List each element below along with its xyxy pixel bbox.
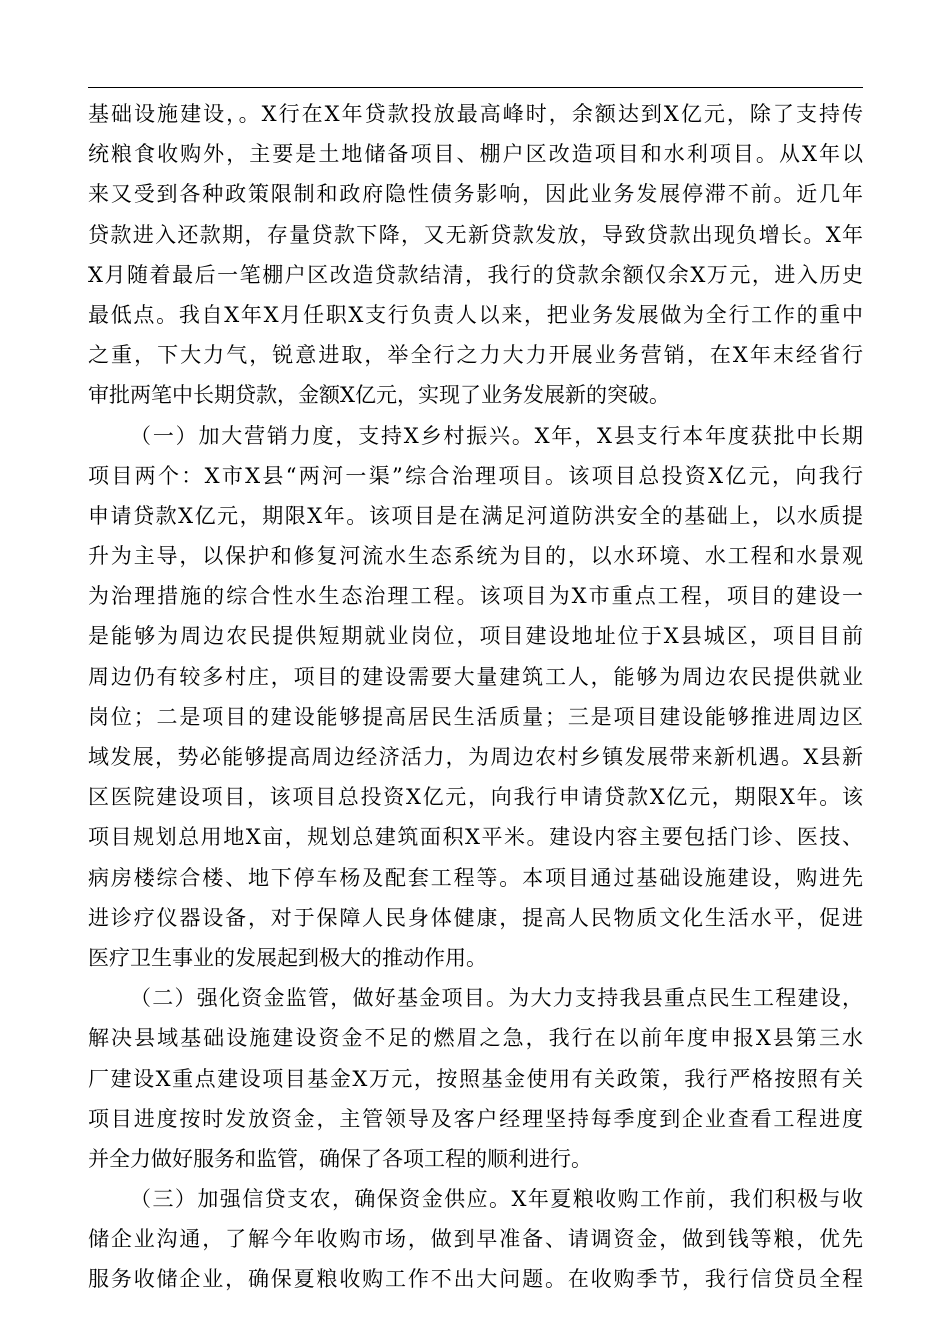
text-line: 储企业沟通，了解今年收购市场，做到早准备、请调资金，做到钱等粮，优先 — [88, 1227, 863, 1252]
text-line: （三）加强信贷支农，确保资金供应。X年夏粮收购工作前，我们积极与收 — [130, 1187, 863, 1212]
paragraph — [88, 1179, 863, 1300]
text-line: 医疗卫生事业的发展起到极大的推动作用。 — [88, 945, 487, 970]
header-rule — [88, 87, 863, 88]
text-line: 项目规划总用地X亩，规划总建筑面积X平米。建设内容主要包括门诊、医技、 — [88, 825, 863, 850]
text-line: （一）加大营销力度，支持X乡村振兴。X年，X县支行本年度获批中长期 — [130, 423, 863, 448]
text-line: 解决县域基础设施建设资金不足的燃眉之急，我行在以前年度申报X县第三水 — [88, 1026, 863, 1051]
paragraph — [88, 978, 863, 1179]
text-line: 域发展，势必能够提高周边经济活力，为周边农村乡镇发展带来新机遇。X县新 — [88, 745, 863, 769]
text-line: 区医院建设项目，该项目总投资X亿元，向我行申请贷款X亿元，期限X年。该 — [88, 785, 863, 810]
text-line: 基础设施建设，。X行在X年贷款投放最高峰时，余额达到X亿元，除了支持传 — [88, 102, 863, 126]
paragraph — [88, 416, 863, 979]
text-line: 审批两笔中长期贷款，金额X亿元，实现了业务发展新的突破。 — [88, 383, 670, 408]
text-line: 统粮食收购外，主要是土地储备项目、棚户区改造项目和水利项目。从X年以 — [88, 142, 863, 167]
text-line: 进诊疗仪器设备，对于保障人民身体健康，提高人民物质文化生活水平，促进 — [88, 905, 863, 930]
text-line: 周边仍有较多村庄，项目的建设需要大量建筑工人，能够为周边农民提供就业 — [88, 664, 863, 689]
text-line: 之重，下大力气，锐意进取，举全行之力大力开展业务营销，在X年末经省行 — [88, 343, 863, 368]
text-line: 病房楼综合楼、地下停车杨及配套工程等。本项目通过基础设施建设，购进先 — [88, 865, 863, 890]
text-line: 贷款进入还款期，存量贷款下降，又无新贷款发放，导致贷款出现负增长。X年 — [88, 222, 863, 247]
text-line: 最低点。我自X年X月任职X支行负责人以来，把业务发展做为全行工作的重中 — [88, 302, 863, 327]
paragraph — [88, 94, 863, 416]
text-line: 来又受到各种政策限制和政府隐性债务影响，因此业务发展停滞不前。近几年 — [88, 182, 863, 207]
text-line: 并全力做好服务和监管，确保了各项工程的顺利进行。 — [88, 1146, 592, 1171]
text-line: 厂建设X重点建设项目基金X万元，按照基金使用有关政策，我行严格按照有关 — [88, 1066, 863, 1091]
text-line: 是能够为周边农民提供短期就业岗位，项目建设地址位于X县城区，项目目前 — [88, 624, 863, 649]
text-line: 服务收储企业，确保夏粮收购工作不出大问题。在收购季节，我行信贷员全程 — [88, 1267, 863, 1292]
text-line: 升为主导，以保护和修复河流水生态系统为目的，以水环境、水工程和水景观 — [88, 544, 863, 569]
text-line: 项目两个：X市X县“两河一渠”综合治理项目。该项目总投资X亿元，向我行 — [88, 463, 863, 488]
text-line: 为治理措施的综合性水生态治理工程。该项目为X市重点工程，项目的建设一 — [88, 584, 863, 609]
document-body — [88, 94, 863, 1300]
text-line: 申请贷款X亿元，期限X年。该项目是在满足河道防洪安全的基础上，以水质提 — [88, 503, 863, 528]
text-line: 岗位；二是项目的建设能够提高居民生活质量；三是项目建设能够推进周边区 — [88, 704, 863, 729]
text-line: X月随着最后一笔棚户区改造贷款结清，我行的贷款余额仅余X万元，进入历史 — [88, 262, 863, 287]
text-line: 项目进度按时发放资金，主管领导及客户经理坚持每季度到企业查看工程进度 — [88, 1106, 863, 1131]
text-line: （二）强化资金监管，做好基金项目。为大力支持我县重点民生工程建设， — [130, 986, 863, 1011]
